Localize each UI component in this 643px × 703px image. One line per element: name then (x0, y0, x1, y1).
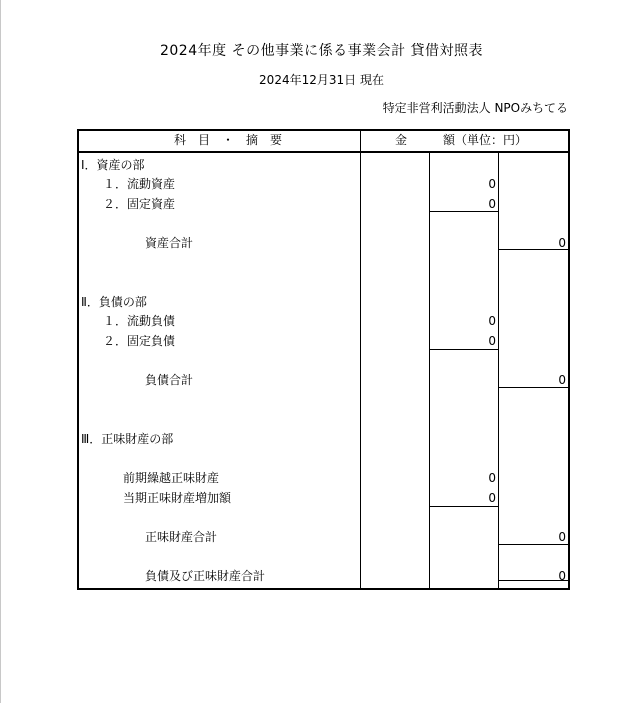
column-divider-2 (429, 152, 430, 588)
row-value-grand-total: 0 (558, 569, 566, 583)
row-value-total-assets: 0 (558, 236, 566, 250)
row-label-current-liabilities: １．流動負債 (103, 314, 176, 328)
row-value-total-liabilities: 0 (558, 373, 566, 387)
report-date: 2024年12月31日 現在 (259, 73, 384, 87)
section-net-assets: Ⅲ．正味財産の部 (81, 432, 174, 446)
organization-name: 特定非営利活動法人 NPOみちてる (382, 101, 568, 115)
row-label-grand-total: 負債及び正味財産合計 (145, 569, 266, 583)
header-item: 科 目 ・ 摘 要 (174, 133, 283, 147)
row-label-total-liabilities: 負債合計 (145, 373, 194, 387)
row-label-total-assets: 資産合計 (145, 236, 194, 250)
balance-sheet-table (77, 129, 568, 588)
row-value-current-liabilities: 0 (488, 314, 496, 328)
section-assets: Ⅰ．資産の部 (81, 158, 145, 172)
row-label-fixed-liabilities: ２．固定負債 (103, 334, 176, 348)
row-value-prior-net-assets: 0 (488, 471, 496, 485)
page-left-border (0, 0, 1, 703)
net-assets-subtotal-line (429, 506, 499, 507)
row-label-total-net-assets: 正味財産合計 (145, 530, 218, 544)
row-value-total-net-assets: 0 (558, 530, 566, 544)
row-value-net-assets-increase: 0 (488, 491, 496, 505)
report-title: 2024年度 その他事業に係る事業会計 貸借対照表 (159, 43, 484, 59)
row-value-current-assets: 0 (488, 177, 496, 191)
column-divider-1 (360, 129, 361, 588)
section-liabilities: Ⅱ．負債の部 (81, 295, 147, 309)
header-amount: 金 額（単位：円） (395, 133, 528, 147)
row-value-fixed-liabilities: 0 (488, 334, 496, 348)
row-label-fixed-assets: ２．固定資産 (103, 197, 176, 211)
row-label-current-assets: １．流動資産 (103, 177, 176, 191)
column-divider-3 (498, 152, 499, 588)
liabilities-subtotal-line (429, 349, 499, 350)
header-divider (77, 151, 568, 153)
row-label-net-assets-increase: 当期正味財産増加額 (123, 491, 232, 505)
row-value-fixed-assets: 0 (488, 197, 496, 211)
row-label-prior-net-assets: 前期繰越正味財産 (123, 471, 220, 485)
